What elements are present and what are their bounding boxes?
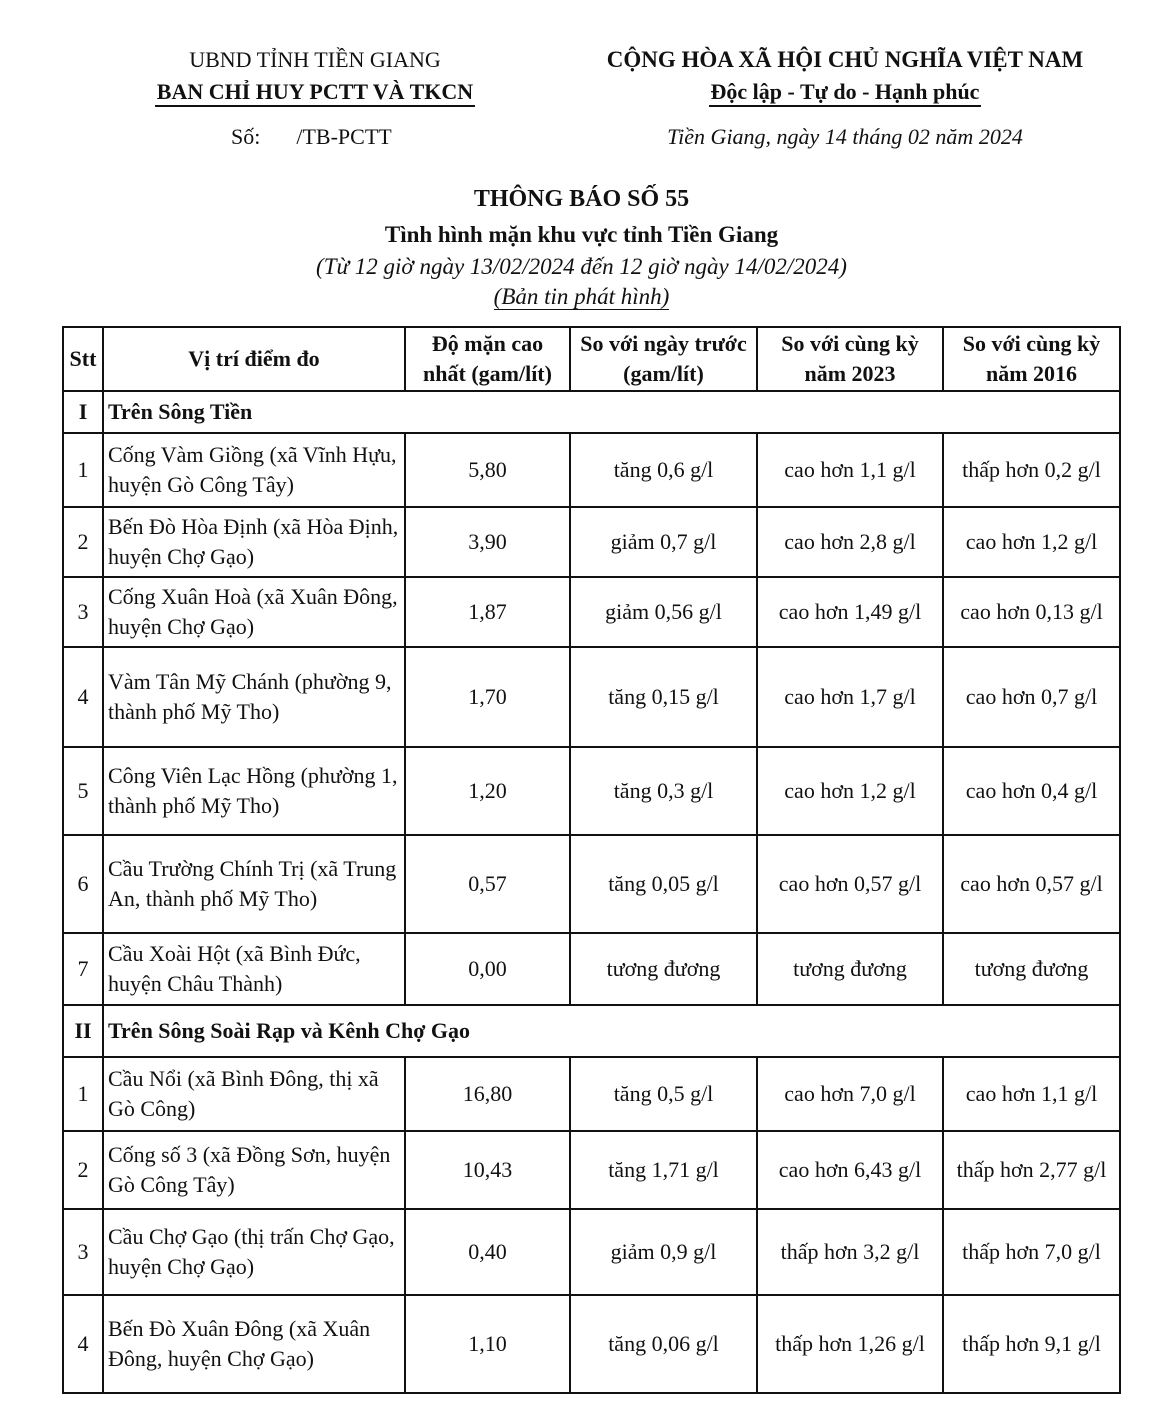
section-name: Trên Sông Soài Rạp và Kênh Chợ Gạo [103,1005,1120,1057]
row-vs-2023: cao hơn 0,57 g/l [757,835,943,933]
row-location: Cống Vàm Giồng (xã Vĩnh Hựu, huyện Gò Công Tây) [103,433,405,507]
header-stt: Stt [63,327,103,391]
notice-period: (Từ 12 giờ ngày 13/02/2024 đến 12 giờ ngày 14/02/2024) [316,254,847,279]
row-max-salinity: 1,20 [405,747,570,835]
row-max-salinity: 0,00 [405,933,570,1005]
table-row [63,577,1120,647]
table-row [63,747,1120,835]
number-prefix: Số: [231,124,261,149]
notice-note: (Bản tin phát hình) [493,284,670,309]
row-vs-2023: cao hơn 1,1 g/l [757,433,943,507]
row-vs-2016: cao hơn 1,2 g/l [943,507,1120,577]
row-stt: 3 [63,577,103,647]
section-number: II [63,1005,103,1057]
row-max-salinity: 10,43 [405,1131,570,1209]
table-row [63,433,1120,507]
row-max-salinity: 0,57 [405,835,570,933]
issuer-committee: BAN CHỈ HUY PCTT VÀ TKCN [155,79,475,107]
header-location: Vị trí điểm đo [103,327,405,391]
header-vs-2023: So với cùng kỳ năm 2023 [757,327,943,391]
header-vs-previous-day: So với ngày trước (gam/lít) [570,327,757,391]
row-location: Công Viên Lạc Hồng (phường 1, thành phố Mỹ Tho) [103,747,405,835]
table-row [63,933,1120,1005]
row-location: Cầu Xoài Hột (xã Bình Đức, huyện Châu Thành) [103,933,405,1005]
row-vs-previous-day: tăng 1,71 g/l [570,1131,757,1209]
row-vs-2016: cao hơn 1,1 g/l [943,1057,1120,1131]
row-location: Cầu Nổi (xã Bình Đông, thị xã Gò Công) [103,1057,405,1131]
row-max-salinity: 1,70 [405,647,570,747]
row-vs-previous-day: tăng 0,5 g/l [570,1057,757,1131]
row-location: Bến Đò Xuân Đông (xã Xuân Đông, huyện Chợ Gạo) [103,1295,405,1393]
table-row [63,1131,1120,1209]
row-max-salinity: 1,87 [405,577,570,647]
table-row [63,835,1120,933]
document-number [231,124,392,150]
section-number: I [63,391,103,433]
row-vs-2023: tương đương [757,933,943,1005]
table-row [63,1209,1120,1295]
row-vs-2023: cao hơn 2,8 g/l [757,507,943,577]
row-vs-previous-day: tăng 0,06 g/l [570,1295,757,1393]
issue-date: Tiền Giang, ngày 14 tháng 02 năm 2024 [667,124,1023,149]
row-stt: 1 [63,433,103,507]
row-max-salinity: 1,10 [405,1295,570,1393]
row-stt: 4 [63,1295,103,1393]
section-row [63,1005,1120,1057]
row-vs-previous-day: tăng 0,6 g/l [570,433,757,507]
table-row [63,647,1120,747]
row-vs-2023: cao hơn 1,7 g/l [757,647,943,747]
section-name: Trên Sông Tiền [103,391,1120,433]
salinity-table [62,326,1121,1394]
table-row [63,1295,1120,1393]
row-vs-previous-day: giảm 0,9 g/l [570,1209,757,1295]
row-location: Bến Đò Hòa Định (xã Hòa Định, huyện Chợ Gạo) [103,507,405,577]
row-max-salinity: 16,80 [405,1057,570,1131]
salinity-table-body [63,327,1120,1393]
notice-subtitle: Tình hình mặn khu vực tỉnh Tiền Giang [384,222,779,247]
issuer-block [110,44,520,108]
row-location: Cầu Chợ Gạo (thị trấn Chợ Gạo, huyện Chợ Gạo) [103,1209,405,1295]
row-vs-2016: thấp hơn 0,2 g/l [943,433,1120,507]
row-stt: 4 [63,647,103,747]
row-stt: 6 [63,835,103,933]
section-row [63,391,1120,433]
row-location: Vàm Tân Mỹ Chánh (phường 9, thành phố Mỹ Tho) [103,647,405,747]
header-vs-2016: So với cùng kỳ năm 2016 [943,327,1120,391]
table-header-row [63,327,1120,391]
table-row [63,507,1120,577]
row-vs-2023: cao hơn 6,43 g/l [757,1131,943,1209]
row-vs-previous-day: tăng 0,3 g/l [570,747,757,835]
row-stt: 5 [63,747,103,835]
row-stt: 1 [63,1057,103,1131]
header-max-salinity: Độ mặn cao nhất (gam/lít) [405,327,570,391]
row-vs-2023: cao hơn 7,0 g/l [757,1057,943,1131]
row-max-salinity: 5,80 [405,433,570,507]
row-vs-previous-day: tăng 0,05 g/l [570,835,757,933]
row-vs-2016: tương đương [943,933,1120,1005]
row-vs-previous-day: tăng 0,15 g/l [570,647,757,747]
row-vs-2016: cao hơn 0,57 g/l [943,835,1120,933]
row-vs-2016: thấp hơn 7,0 g/l [943,1209,1120,1295]
row-location: Cống số 3 (xã Đồng Sơn, huyện Gò Công Tây) [103,1131,405,1209]
row-stt: 2 [63,1131,103,1209]
row-stt: 2 [63,507,103,577]
row-vs-2016: thấp hơn 9,1 g/l [943,1295,1120,1393]
row-stt: 3 [63,1209,103,1295]
row-vs-2016: cao hơn 0,13 g/l [943,577,1120,647]
motto: Độc lập - Tự do - Hạnh phúc [709,79,982,107]
country-name: CỘNG HÒA XÃ HỘI CHỦ NGHĨA VIỆT NAM [606,47,1084,72]
row-location: Cống Xuân Hoà (xã Xuân Đông, huyện Chợ Gạo) [103,577,405,647]
row-location: Cầu Trường Chính Trị (xã Trung An, thành phố Mỹ Tho) [103,835,405,933]
table-row [63,1057,1120,1131]
row-max-salinity: 0,40 [405,1209,570,1295]
row-max-salinity: 3,90 [405,507,570,577]
row-vs-2023: thấp hơn 3,2 g/l [757,1209,943,1295]
row-vs-previous-day: tương đương [570,933,757,1005]
row-vs-2016: cao hơn 0,7 g/l [943,647,1120,747]
row-stt: 7 [63,933,103,1005]
row-vs-previous-day: giảm 0,56 g/l [570,577,757,647]
national-motto-block [575,44,1115,108]
notice-note-wrap [0,284,1163,310]
issuer-province: UBND TỈNH TIỀN GIANG [189,47,441,72]
notice-title: THÔNG BÁO SỐ 55 [473,186,690,212]
row-vs-2016: cao hơn 0,4 g/l [943,747,1120,835]
number-suffix: /TB-PCTT [296,124,392,149]
row-vs-2023: thấp hơn 1,26 g/l [757,1295,943,1393]
row-vs-previous-day: giảm 0,7 g/l [570,507,757,577]
row-vs-2016: thấp hơn 2,77 g/l [943,1131,1120,1209]
row-vs-2023: cao hơn 1,2 g/l [757,747,943,835]
row-vs-2023: cao hơn 1,49 g/l [757,577,943,647]
